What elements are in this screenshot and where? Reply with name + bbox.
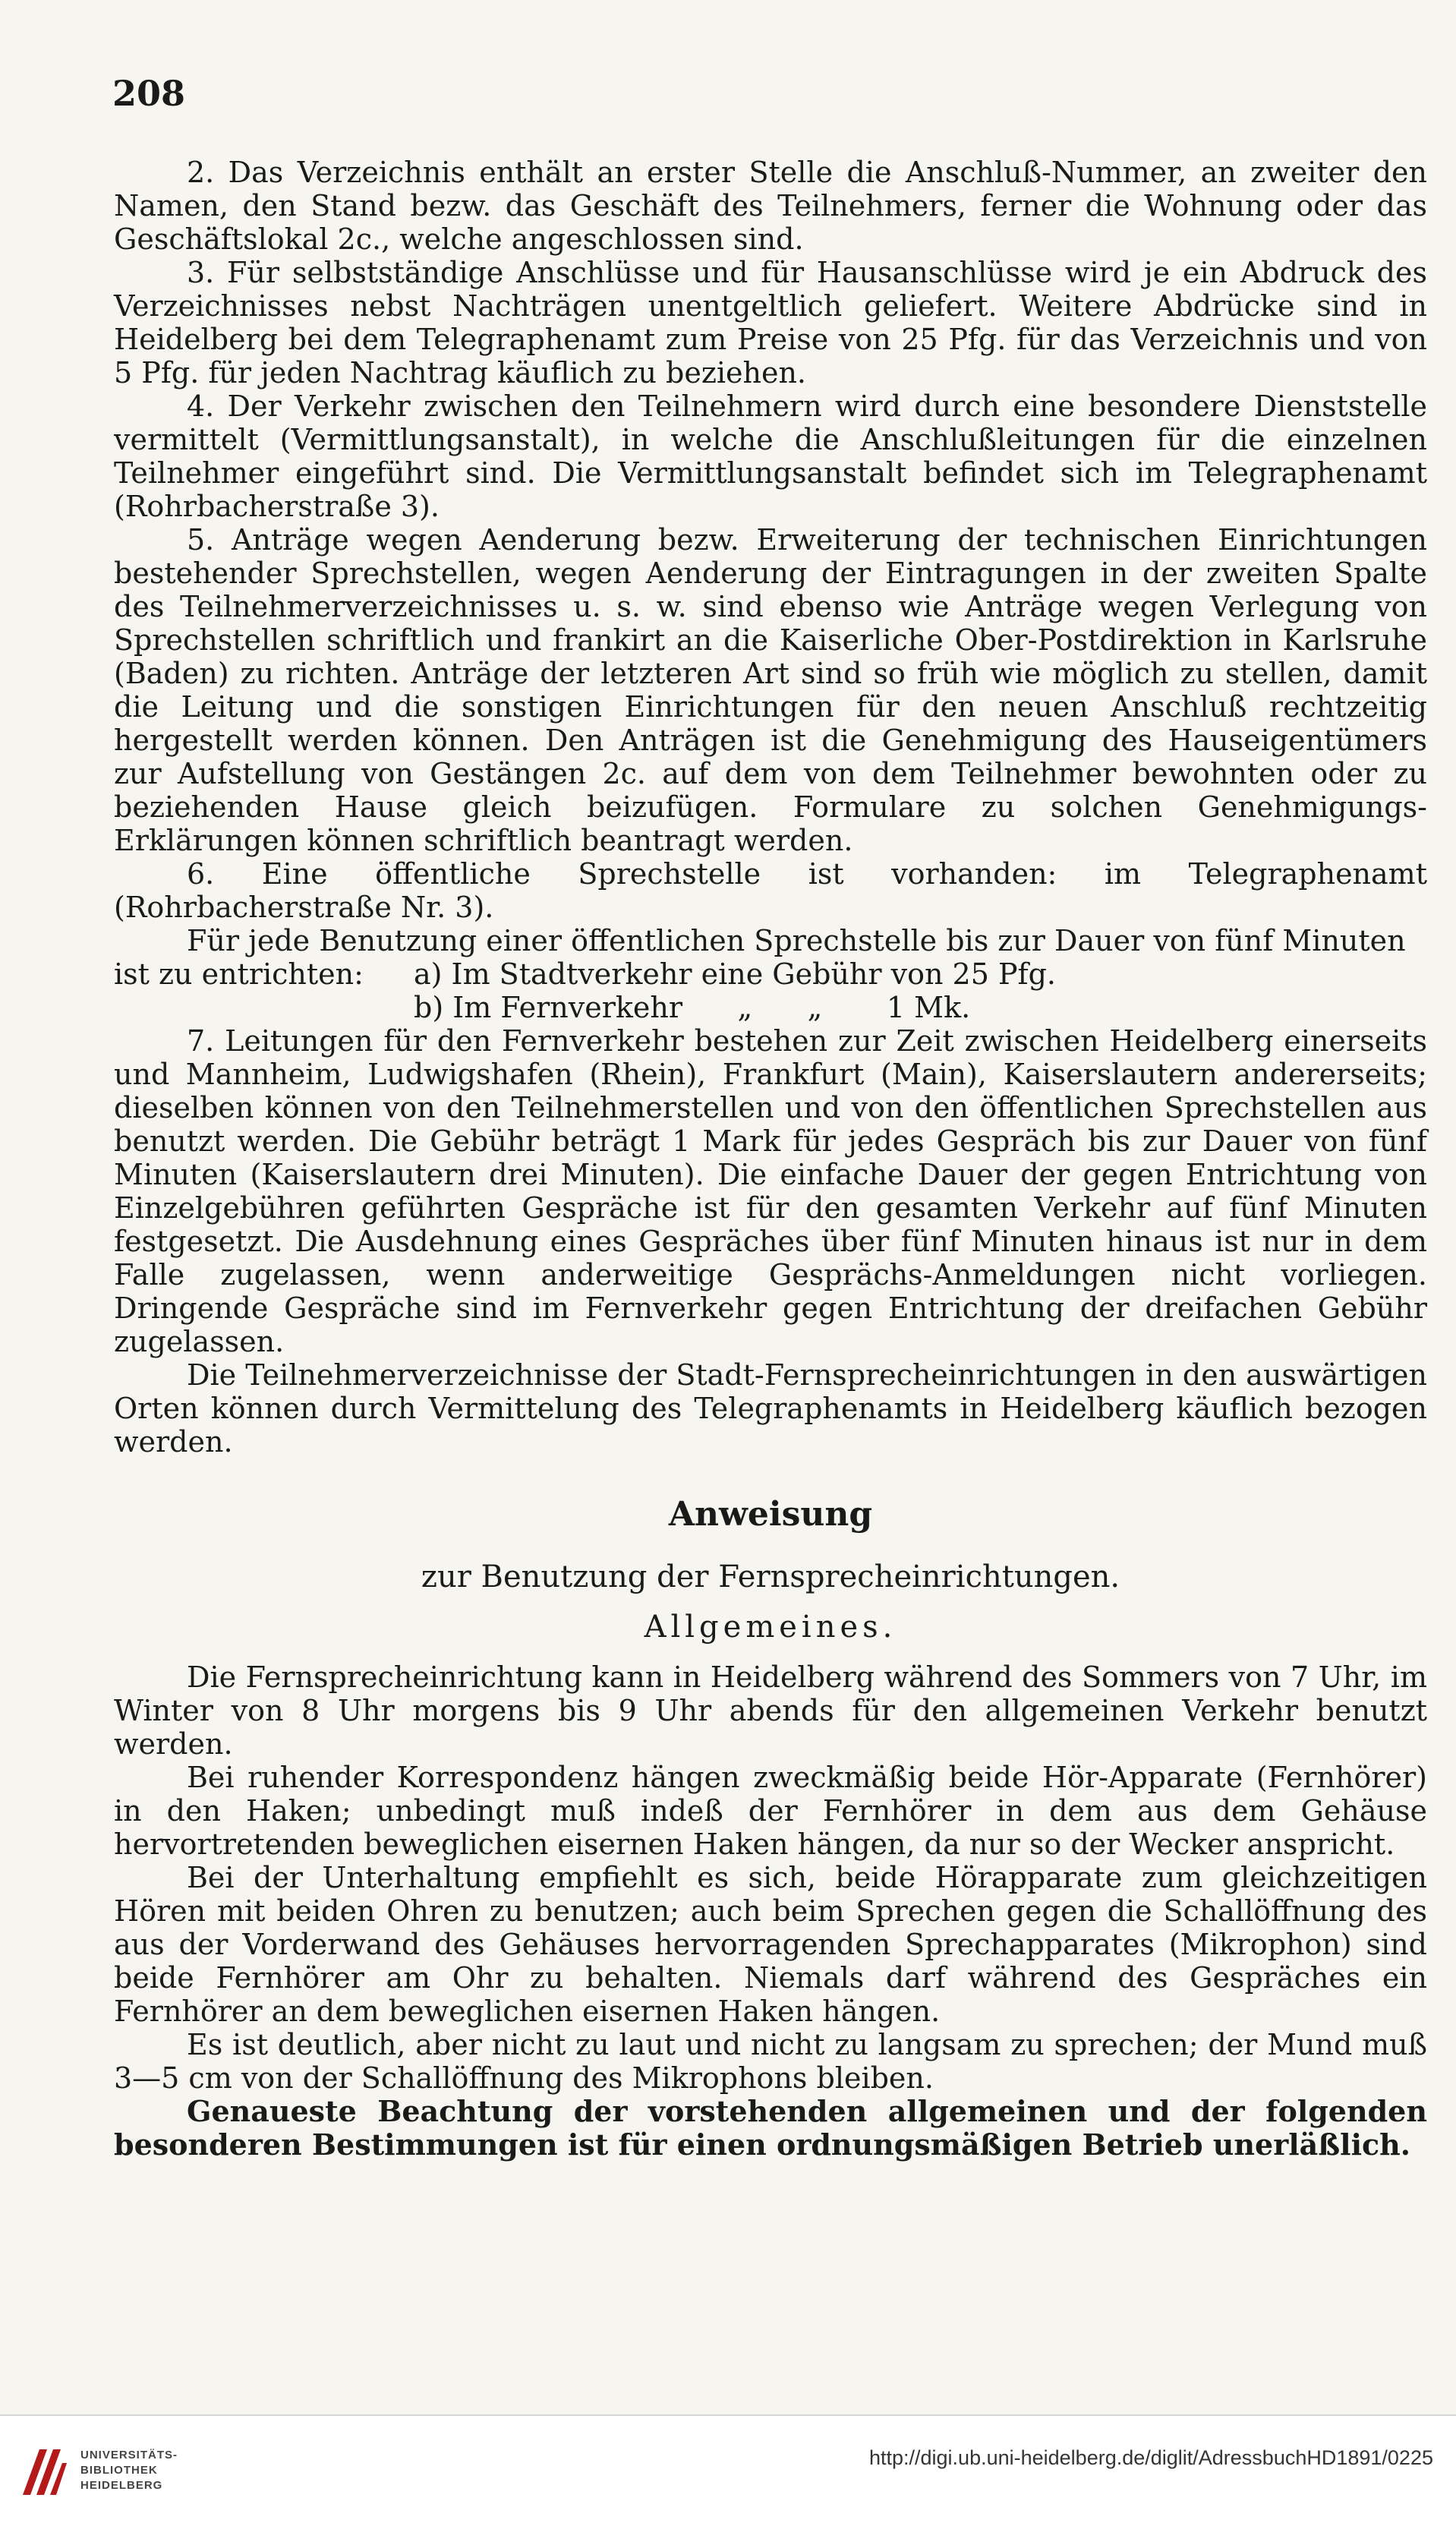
paragraph-conversation: Bei der Unterhaltung empfiehlt es sich, beide Hörapparate zum gleichzeitigen Hören mit beiden Ohren zu benutzen; auch beim Sprechen gegen die Schallöffnung des aus der Vorderwand des Gehäuses hervorragenden Sprechapparates (Mikrophon) sind beide Fernhörer am Ohr zu behalten. Niemals darf während des Gespräches ein Fernhörer an dem beweglichen eisernen Haken hängen. bbox=[114, 1861, 1427, 2028]
fee-row-long-distance bbox=[114, 991, 1427, 1024]
fee-intro: Für jede Benutzung einer öffentlichen Sprechstelle bis zur Dauer von fünf Minuten bbox=[187, 924, 1406, 957]
section-heading: Anweisung bbox=[668, 1495, 873, 1534]
fee-table bbox=[114, 957, 1427, 1024]
fee-row-local bbox=[114, 957, 1427, 991]
paragraph-7: 7. Leitungen für den Fernverkehr bestehen zur Zeit zwischen Heidelberg einerseits und Mannheim, Ludwigshafen (Rhein), Frankfurt (Main), Kaiserslautern andererseits; dieselben können von den Teilnehmerstellen und von den öffentlichen Sprechstellen aus benutzt werden. Die Gebühr beträgt 1 Mark für jedes Gespräch bis zur Dauer von fünf Minuten (Kaiserslautern drei Minuten). Die einfache Dauer der gegen Entrichtung von Einzelgebühren geführten Gespräche ist für den gesamten Verkehr auf fünf Minuten festgesetzt. Die Ausdehnung eines Gespräches über fünf Minuten hinaus ist nur in dem Falle zugelassen, wenn anderweitige Gesprächs-Anmeldungen nicht vorliegen. Dringende Gespräche sind im Fernverkehr gegen Entrichtung der dreifachen Gebühr zugelassen. bbox=[114, 1024, 1427, 1358]
library-seal-icon bbox=[17, 2442, 71, 2503]
paragraph-hours: Die Fernsprecheinrichtung kann in Heidelberg während des Sommers von 7 Uhr, im Winter von 8 Uhr morgens bis 9 Uhr abends für den allgemeinen Verkehr benutzt werden. bbox=[114, 1660, 1427, 1761]
fee-lead: ist zu entrichten: bbox=[114, 957, 364, 991]
section-title: Allgemeines. bbox=[644, 1610, 897, 1645]
paragraph-2: 2. Das Verzeichnis enthält an erster Stelle die Anschluß-Nummer, an zweiter den Namen, den Stand bezw. das Geschäft des Teilnehmers, ferner die Wohnung oder das Geschäftslokal 2c., welche angeschlossen sind. bbox=[114, 156, 1427, 256]
library-logo[interactable] bbox=[17, 2439, 191, 2507]
fee-local: a) Im Stadtverkehr eine Gebühr von 25 Pfg. bbox=[414, 957, 1057, 991]
paragraph-6: 6. Eine öffentliche Sprechstelle ist vorhanden: im Telegraphenamt (Rohrbacherstraße Nr. 3). bbox=[114, 857, 1427, 924]
fee-long-distance: b) Im Fernverkehr „ „ 1 Mk. bbox=[414, 991, 971, 1024]
paragraph-idle: Bei ruhender Korrespondenz hängen zweckmäßig beide Hör-Apparate (Fernhörer) in den Haken; unbedingt muß indeß der Fernhörer in dem aus dem Gehäuse hervortretenden beweglichen eisernen Haken hängen, da nur so der Wecker anspricht. bbox=[114, 1761, 1427, 1861]
library-name-line-3: HEIDELBERG bbox=[80, 2479, 163, 2492]
paragraph-3: 3. Für selbstständige Anschlüsse und für Hausanschlüsse wird je ein Abdruck des Verzeichnisses nebst Nachträgen unentgeltlich geliefert. Weitere Abdrücke sind in Heidelberg bei dem Telegraphenamt zum Preise von 25 Pfg. für das Verzeichnis und von 5 Pfg. für jeden Nachtrag käuflich zu beziehen. bbox=[114, 256, 1427, 389]
library-name bbox=[80, 2448, 178, 2493]
paragraph-4: 4. Der Verkehr zwischen den Teilnehmern wird durch eine besondere Dienststelle vermittelt (Vermittlungsanstalt), in welche die Anschlußleitungen für die einzelnen Teilnehmer eingeführt sind. Die Vermittlungsanstalt befindet sich im Telegraphenamt (Rohrbacherstraße 3). bbox=[114, 389, 1427, 523]
document-body bbox=[114, 156, 1427, 2162]
permalink-url[interactable]: http://digi.ub.uni-heidelberg.de/diglit/AdressbuchHD1891/0225 bbox=[868, 2446, 1433, 2469]
footer-bar bbox=[0, 2414, 1456, 2523]
paragraph-5: 5. Anträge wegen Aenderung bezw. Erweiterung der technischen Einrichtungen bestehender Sprechstellen, wegen Aenderung der Eintragungen in der zweiten Spalte des Teilnehmerverzeichnisses u. s. w. sind ebenso wie Anträge wegen Verlegung von Sprechstellen schriftlich und frankirt an die Kaiserliche Ober-Postdirektion in Karlsruhe (Baden) zu richten. Anträge der letzteren Art sind so früh wie möglich zu stellen, damit die Leitung und die sonstigen Einrichtungen für den neuen Anschluß rechtzeitig hergestellt werden können. Den Anträgen ist die Genehmigung des Hauseigentümers zur Aufstellung von Gestängen 2c. auf dem von dem Teilnehmer bewohnten oder zu beziehenden Hause gleich beizufügen. Formulare zu solchen Genehmigungs-Erklärungen können schriftlich beantragt werden. bbox=[114, 523, 1427, 857]
paragraph-directories: Die Teilnehmerverzeichnisse der Stadt-Fernsprecheinrichtungen in den auswärtigen Orten können durch Vermittelung des Telegraphenamts in Heidelberg käuflich bezogen werden. bbox=[114, 1358, 1427, 1459]
fee-lead-spacer bbox=[114, 991, 414, 1024]
page-number: 208 bbox=[112, 73, 186, 114]
paragraph-compliance: Genaueste Beachtung der vorstehenden allgemeinen und der folgenden besonderen Bestimmungen ist für einen ordnungsmäßigen Betrieb unerläßlich. bbox=[114, 2094, 1427, 2162]
library-name-line-1: UNIVERSITÄTS- bbox=[80, 2449, 178, 2462]
section-subheading: zur Benutzung der Fernsprecheinrichtungen. bbox=[421, 1560, 1120, 1594]
library-name-line-2: BIBLIOTHEK bbox=[80, 2464, 158, 2477]
paragraph-speaking: Es ist deutlich, aber nicht zu laut und nicht zu langsam zu sprechen; der Mund muß 3—5 cm von der Schallöffnung des Mikrophons bleiben. bbox=[114, 2028, 1427, 2095]
